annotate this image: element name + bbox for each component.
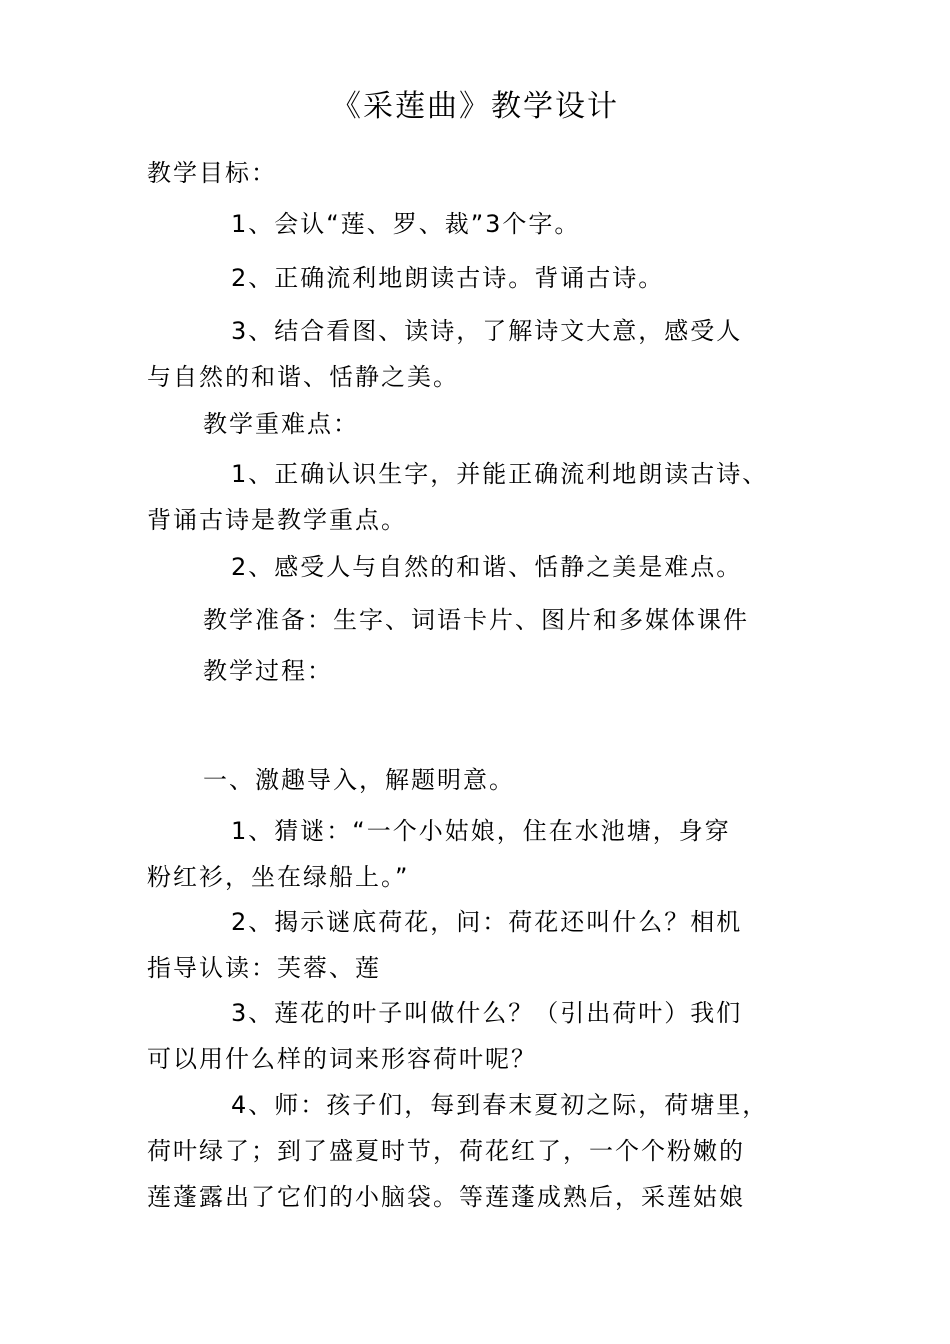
objective-2: 2、正确流利地朗读古诗。背诵古诗。 bbox=[231, 264, 665, 292]
section-heading-objectives: 教学目标： bbox=[147, 159, 277, 187]
step-2-reveal bbox=[147, 899, 807, 991]
text-line: 4、师：孩子们，每到春末夏初之际，荷塘里， bbox=[231, 1091, 769, 1119]
text-line: 粉红衫，坐在绿船上。” bbox=[147, 863, 410, 891]
text-line: 3、结合看图、读诗，了解诗文大意，感受人 bbox=[231, 317, 743, 345]
text-line: 莲蓬露出了它们的小脑袋。等莲蓬成熟后，采莲姑娘 bbox=[147, 1183, 745, 1211]
text-line: 1、正确认识生字，并能正确流利地朗读古诗、 bbox=[231, 460, 769, 488]
step-1-riddle bbox=[147, 808, 807, 900]
section-heading-process: 教学过程： bbox=[203, 657, 333, 685]
document-title: 《采莲曲》教学设计 bbox=[331, 89, 619, 124]
text-line: 可以用什么样的词来形容荷叶呢？ bbox=[147, 1045, 537, 1073]
section-heading-key-points: 教学重难点： bbox=[203, 410, 359, 438]
step-3-lotus-leaf bbox=[147, 990, 807, 1082]
step-heading-1: 一、激趣导入，解题明意。 bbox=[203, 766, 515, 794]
text-line: 荷叶绿了；到了盛夏时节，荷花红了，一个个粉嫩的 bbox=[147, 1137, 745, 1165]
teaching-preparation: 教学准备：生字、词语卡片、图片和多媒体课件 bbox=[203, 606, 749, 634]
objective-1: 1、会认“莲、罗、裁”3个字。 bbox=[231, 210, 581, 238]
text-line: 3、莲花的叶子叫做什么？（引出荷叶）我们 bbox=[231, 999, 743, 1027]
text-line: 与自然的和谐、恬静之美。 bbox=[147, 363, 459, 391]
key-point-2: 2、感受人与自然的和谐、恬静之美是难点。 bbox=[231, 553, 743, 581]
objective-3 bbox=[147, 308, 807, 400]
step-4-teacher-intro bbox=[147, 1082, 807, 1220]
text-line: 指导认读：芙蓉、莲 bbox=[147, 954, 381, 982]
text-line: 2、揭示谜底荷花，问：荷花还叫什么？相机 bbox=[231, 908, 743, 936]
text-line: 背诵古诗是教学重点。 bbox=[147, 506, 407, 534]
key-point-1 bbox=[147, 451, 807, 543]
text-line: 1、猜谜：“一个小姑娘，住在水池塘，身穿 bbox=[231, 817, 731, 845]
